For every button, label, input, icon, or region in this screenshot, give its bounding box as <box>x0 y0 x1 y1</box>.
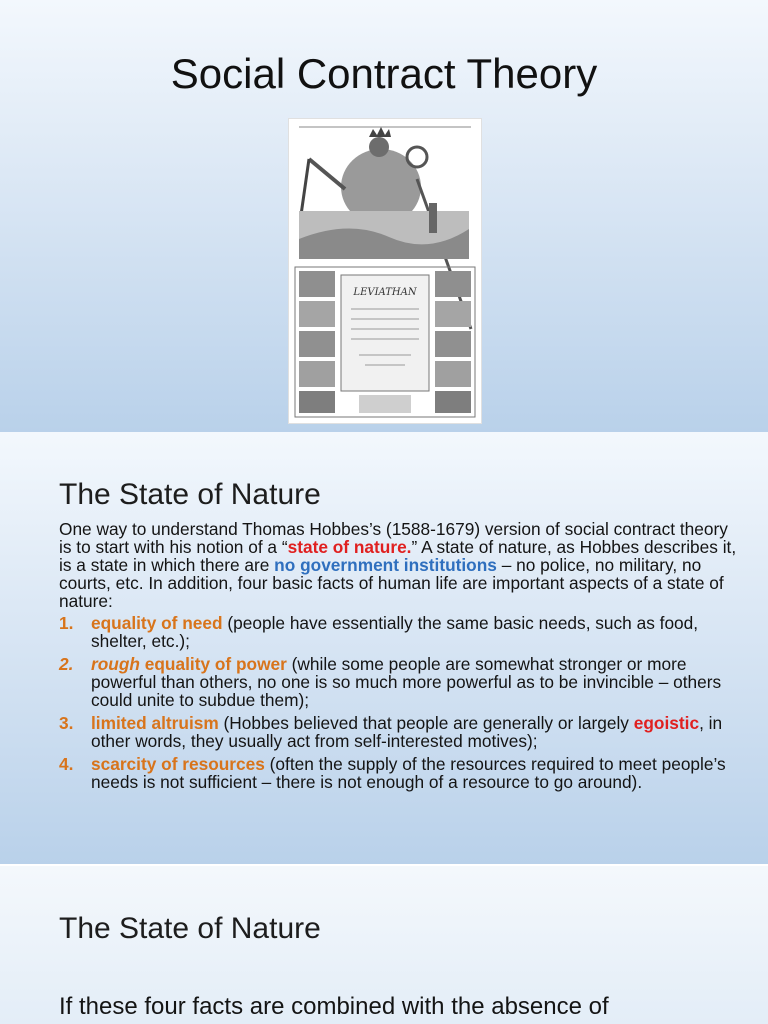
intro-text: One way to understand Thomas Hobbes’s (1588-1679) version of social contract theory is to start with his notion of a “ <box>59 519 728 557</box>
slide-heading: The State of Nature <box>59 912 321 945</box>
fact-term: scarcity of resources <box>91 754 265 774</box>
fact-description: (Hobbes believed that people are generally or largely <box>218 713 634 733</box>
slide-heading: The State of Nature <box>59 478 321 511</box>
list-item <box>59 755 739 791</box>
slide-body <box>59 520 739 796</box>
fact-description: , in other words, they usually act from self-interested motives); <box>91 713 723 751</box>
term-egoistic: egoistic <box>633 713 700 733</box>
term-no-government-institutions: no government institutions <box>274 555 497 575</box>
fact-description: (often the supply of the resources required to meet people’s needs is not sufficient – there is not enough of a resource to go around). <box>91 754 726 792</box>
list-item <box>59 614 739 650</box>
leviathan-frontispiece-image <box>288 118 482 424</box>
term-state-of-nature: state of nature. <box>287 537 412 557</box>
intro-text: ” A state of nature, as Hobbes describes it, is a state in which there are <box>59 537 737 575</box>
facts-list <box>59 614 739 791</box>
list-number: 4. <box>59 754 74 774</box>
fact-term: equality of power <box>139 654 287 674</box>
fact-term: equality of need <box>91 613 223 633</box>
list-number: 3. <box>59 713 74 733</box>
list-item <box>59 714 739 750</box>
slide-body: If these four facts are combined with the absence of <box>59 993 609 1020</box>
slide-title <box>0 0 768 432</box>
list-number: 2. <box>59 654 74 674</box>
fact-term: limited altruism <box>91 713 219 733</box>
list-item <box>59 655 739 709</box>
svg-text:LEVIATHAN: LEVIATHAN <box>353 287 417 298</box>
fact-term-italic: rough <box>91 654 140 674</box>
slide-state-of-nature-continued <box>0 866 768 1024</box>
slide-state-of-nature <box>0 432 768 864</box>
slide-title-heading: Social Contract Theory <box>170 50 598 97</box>
list-number: 1. <box>59 613 74 633</box>
fact-description: (while some people are somewhat stronger or more powerful than others, no one is so much more powerful as to be invincible – others could unite to subdue them); <box>91 654 722 710</box>
intro-text: – no police, no military, no courts, etc. In addition, four basic facts of human life are important aspects of a state of nature: <box>59 555 724 611</box>
frontispiece-illustration <box>289 119 481 423</box>
fact-description: (people have essentially the same basic needs, such as food, shelter, etc.); <box>91 613 699 651</box>
